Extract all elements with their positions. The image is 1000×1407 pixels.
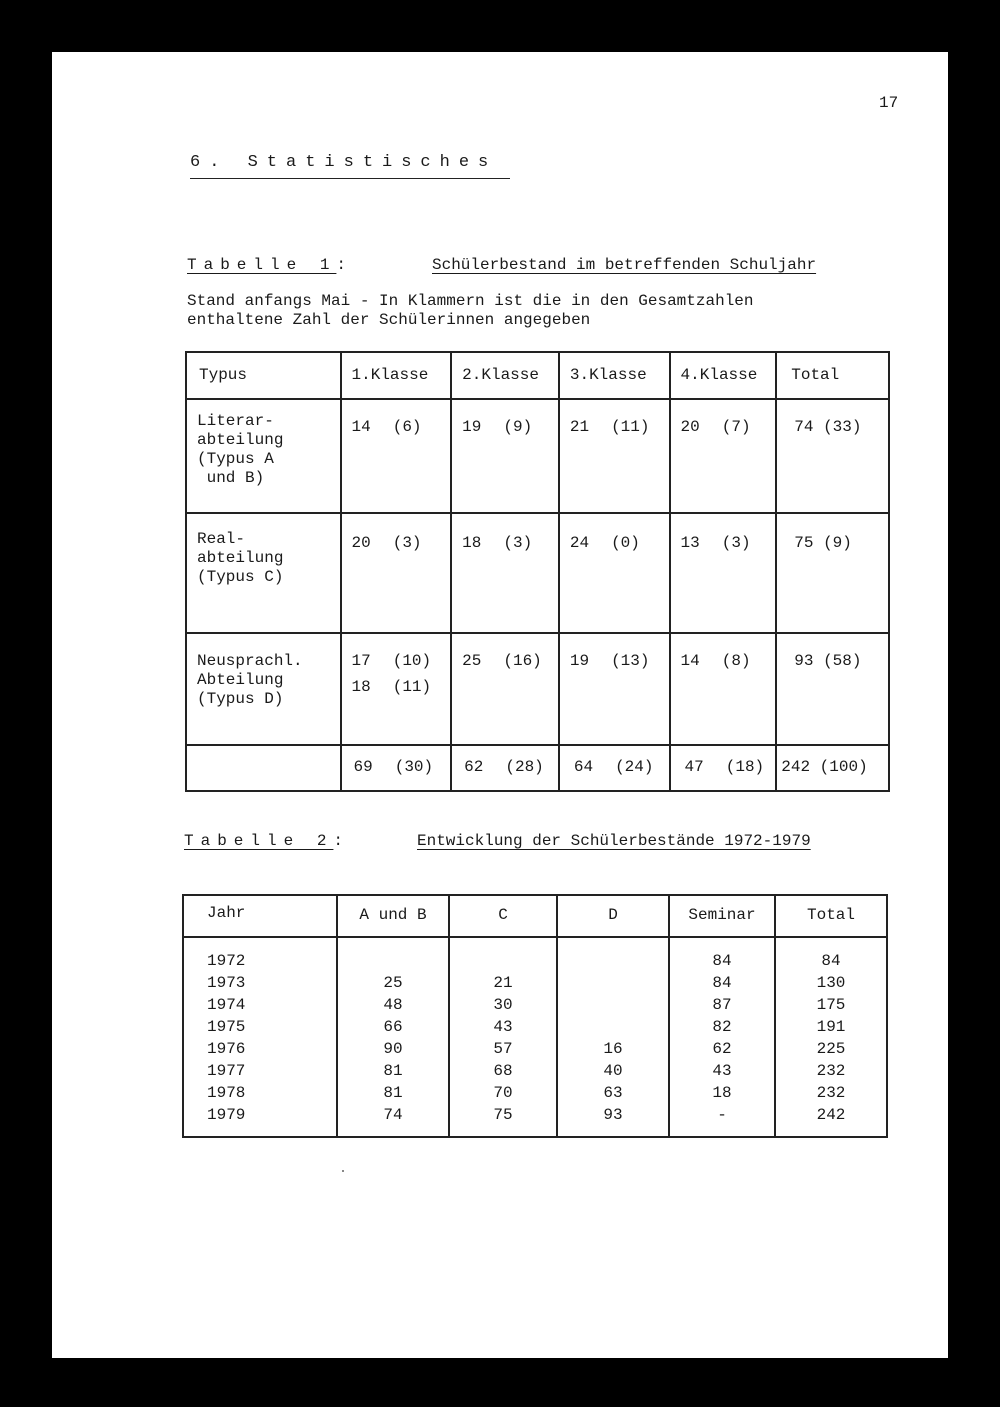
count-cell [451, 399, 559, 513]
count-female: (16) [503, 652, 542, 670]
count-female: (7) [721, 418, 751, 436]
count-female: (3) [721, 534, 751, 552]
column-value: 1973 [207, 974, 246, 992]
count-cell [559, 399, 670, 513]
column-value: 87 [712, 996, 732, 1014]
table-row [186, 513, 889, 633]
count-value: 20 [351, 534, 371, 552]
page-number: 17 [879, 94, 899, 112]
header-cell: C [449, 895, 557, 937]
table2-header-row [183, 895, 887, 937]
typus-line: Literar- [197, 412, 274, 430]
count-female: (33) [823, 418, 862, 436]
column-value: 62 [712, 1040, 732, 1058]
column-value: 1976 [207, 1040, 246, 1058]
count-value: 20 [680, 418, 700, 436]
count-female: (3) [503, 534, 533, 552]
column-value: 1979 [207, 1106, 246, 1124]
typus-line: Real- [197, 530, 246, 548]
count-female: (9) [503, 418, 533, 436]
typus-line: Neusprachl. [197, 652, 303, 670]
header-cell: Total [775, 895, 887, 937]
count-female: (10) [392, 652, 432, 670]
column-value: 1974 [207, 996, 246, 1014]
count-cell [341, 399, 452, 513]
column-value: 175 [816, 996, 846, 1014]
column-value: 25 [383, 974, 403, 992]
typus-line: (Typus C) [197, 568, 284, 586]
document-page [52, 52, 948, 1358]
count-cell [670, 399, 777, 513]
table1-caption: Schülerbestand im betreffenden Schuljahr [432, 256, 817, 274]
column-value: 1972 [207, 952, 246, 970]
count-value: 75 [794, 534, 814, 552]
header-cell: 2.Klasse [451, 352, 559, 399]
header-cell: 3.Klasse [559, 352, 670, 399]
count-female: (13) [611, 652, 650, 670]
count-female: (0) [611, 534, 640, 552]
typus-line: Abteilung [197, 671, 284, 689]
count-value: 93 [794, 652, 814, 670]
column-value: 84 [821, 952, 841, 970]
count-value: 242 [781, 758, 811, 776]
table1-intro [187, 292, 754, 330]
table2-label-text: Tabelle 2 [184, 832, 334, 850]
header-cell: D [557, 895, 669, 937]
count-value: 19 [569, 652, 590, 670]
count-value: 64 [573, 758, 594, 776]
column-value: 57 [493, 1040, 513, 1058]
column-value: 1975 [207, 1018, 246, 1036]
total-cell [776, 513, 889, 633]
count-value: 62 [464, 758, 484, 776]
count-value: 74 [794, 418, 814, 436]
count-pair [352, 652, 442, 670]
header-cell: A und B [337, 895, 449, 937]
column-value: 74 [383, 1106, 403, 1124]
count-cell [559, 513, 670, 633]
column-value: 93 [603, 1106, 623, 1124]
count-cell [670, 513, 777, 633]
count-female: (100) [819, 758, 868, 776]
total-column [775, 937, 887, 1137]
column-value: 1978 [207, 1084, 246, 1102]
table-row [186, 633, 889, 745]
count-value: 18 [351, 678, 371, 696]
column-value: 81 [383, 1084, 403, 1102]
intro-line: Stand anfangs Mai - In Klammern ist die in den Gesamtzahlen [187, 292, 754, 310]
column-value: 48 [383, 996, 403, 1014]
totals-row [186, 745, 889, 791]
count-cell [670, 633, 777, 745]
count-female: (24) [615, 758, 654, 776]
column-value: 82 [712, 1018, 732, 1036]
table1-label-colon: : [336, 256, 347, 274]
table2-label [184, 832, 343, 850]
count-female: (18) [725, 758, 765, 776]
header-cell: Typus [186, 352, 341, 399]
count-female: (3) [392, 534, 422, 552]
typus-cell [186, 633, 341, 745]
column-value: 70 [493, 1084, 513, 1102]
count-value: 18 [462, 534, 482, 552]
scan-speck [342, 1170, 344, 1172]
count-value: 21 [569, 418, 590, 436]
column-value: 225 [816, 1040, 846, 1058]
column-value: 43 [493, 1018, 513, 1036]
count-value: 17 [351, 652, 371, 670]
column-value: 1977 [207, 1062, 246, 1080]
column-value: 232 [816, 1084, 846, 1102]
count-value: 13 [680, 534, 700, 552]
column-value: 81 [383, 1062, 403, 1080]
count-female: (58) [823, 652, 862, 670]
count-female: (9) [823, 534, 852, 552]
typus-line: (Typus A [197, 450, 274, 468]
count-female: (8) [721, 652, 751, 670]
typus-line: und B) [197, 469, 265, 487]
typus-line: (Typus D) [197, 690, 284, 708]
seminar-column [669, 937, 775, 1137]
count-cell [559, 745, 670, 791]
typus-cell [186, 399, 341, 513]
table2-caption: Entwicklung der Schülerbestände 1972-1979 [417, 832, 811, 850]
column-value: 63 [603, 1084, 623, 1102]
table1-header-row [186, 352, 889, 399]
count-cell [341, 745, 452, 791]
count-value: 69 [353, 758, 373, 776]
column-value: 16 [603, 1040, 623, 1058]
header-cell: 1.Klasse [341, 352, 452, 399]
count-value: 25 [462, 652, 482, 670]
column-value: 130 [816, 974, 846, 992]
count-value: 14 [351, 418, 371, 436]
column-value: 84 [712, 974, 732, 992]
count-value: 24 [569, 534, 590, 552]
intro-line: enthaltene Zahl der Schülerinnen angegeben [187, 311, 591, 329]
table1-label [187, 256, 346, 274]
count-value: 47 [684, 758, 704, 776]
column-value: 68 [493, 1062, 513, 1080]
a-und-b-column [337, 937, 449, 1137]
total-cell [776, 633, 889, 745]
header-cell: Total [776, 352, 889, 399]
header-cell: Seminar [669, 895, 775, 937]
count-cell [341, 513, 452, 633]
column-value: 90 [383, 1040, 403, 1058]
column-value: 242 [816, 1106, 846, 1124]
count-cell [451, 513, 559, 633]
d-column [557, 937, 669, 1137]
header-cell: Jahr [183, 895, 337, 937]
column-value: 232 [816, 1062, 846, 1080]
count-cell [451, 633, 559, 745]
table2-label-colon: : [333, 832, 344, 850]
totals-label-cell [186, 745, 341, 791]
count-cell [559, 633, 670, 745]
column-value: 30 [493, 996, 513, 1014]
column-value: 84 [712, 952, 732, 970]
typus-line: abteilung [197, 431, 284, 449]
count-female: (11) [392, 678, 432, 696]
jahr-column [183, 937, 337, 1137]
count-value: 19 [462, 418, 482, 436]
column-value: 191 [816, 1018, 846, 1036]
table1-label-text: Tabelle 1 [187, 256, 337, 274]
count-female: (30) [394, 758, 434, 776]
typus-cell [186, 513, 341, 633]
column-value: - [717, 1106, 727, 1124]
count-cell [670, 745, 777, 791]
total-cell [776, 399, 889, 513]
table-row [186, 399, 889, 513]
column-value: 66 [383, 1018, 403, 1036]
count-pair [352, 678, 442, 696]
column-value: 18 [712, 1084, 732, 1102]
count-cell [451, 745, 559, 791]
count-value: 14 [680, 652, 700, 670]
column-value: 40 [603, 1062, 623, 1080]
c-column [449, 937, 557, 1137]
total-cell [776, 745, 889, 791]
count-cell [341, 633, 452, 745]
count-female: (11) [611, 418, 650, 436]
header-cell: 4.Klasse [670, 352, 777, 399]
typus-line: abteilung [197, 549, 284, 567]
table2 [182, 894, 888, 1138]
table1 [185, 351, 890, 792]
count-female: (6) [392, 418, 422, 436]
column-value: 21 [493, 974, 513, 992]
column-value: 43 [712, 1062, 732, 1080]
table2-body-row [183, 937, 887, 1137]
count-female: (28) [505, 758, 544, 776]
section-title: 6. Statistisches [190, 153, 510, 179]
column-value: 75 [493, 1106, 513, 1124]
